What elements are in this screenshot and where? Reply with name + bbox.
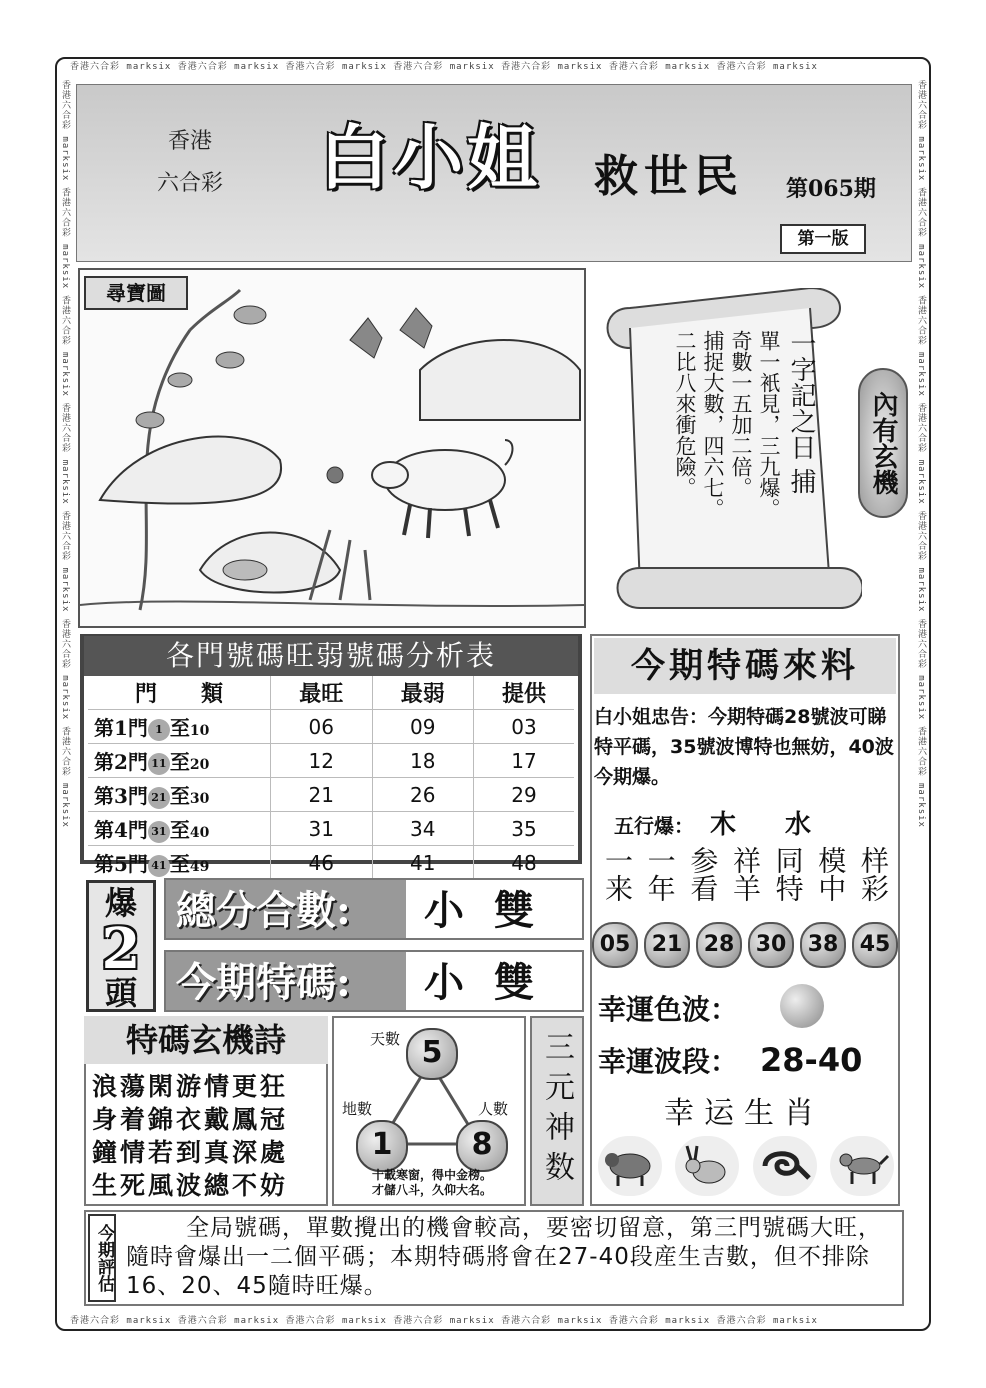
min-cell: 41	[372, 846, 474, 880]
number-ball: 28	[696, 922, 742, 968]
offer-cell: 17	[474, 744, 574, 778]
handwritten-column: 祥羊	[728, 846, 762, 902]
evaluation-label: 今期評估	[88, 1214, 116, 1302]
marksix-label: 六合彩	[156, 171, 223, 196]
min-cell: 18	[372, 744, 474, 778]
five-elements-value: 木 水	[710, 810, 832, 840]
earth-label: 地數	[342, 1100, 373, 1118]
table-row	[88, 812, 574, 846]
poem-line: 鐘情若到真深處	[92, 1138, 289, 1167]
gate-cell	[88, 778, 271, 812]
bao-char: 爆	[104, 884, 137, 922]
col-header-min: 最弱	[372, 676, 474, 710]
page-subtitle: 救世民	[594, 151, 744, 202]
gate-cell	[88, 744, 271, 778]
number-ball: 05	[592, 922, 638, 968]
heaven-label: 天數	[370, 1030, 401, 1048]
number-balls	[592, 922, 898, 968]
table-row	[88, 744, 574, 778]
lucky-color-label: 幸運色波：	[598, 993, 739, 1026]
gate-to-label: 至	[169, 716, 190, 740]
explode-two-heads	[86, 880, 156, 1012]
gate-to-label: 至	[169, 750, 190, 774]
table-row	[88, 710, 574, 744]
special-code-title: 今期特碼來料	[594, 638, 896, 694]
analysis-table-title: 各門號碼旺弱號碼分析表	[84, 636, 578, 676]
lucky-range-label: 幸運波段：	[598, 1045, 739, 1078]
min-cell: 34	[372, 812, 474, 846]
handwritten-column: 模中	[814, 846, 848, 902]
total-sum-bar	[164, 878, 584, 940]
gate-label: 第1門	[94, 716, 148, 740]
gate-label: 第3門	[94, 784, 148, 808]
min-cell: 09	[372, 710, 474, 744]
gate-to: 20	[189, 757, 210, 773]
analysis-table	[88, 676, 574, 879]
three-numbers-verse	[340, 1168, 524, 1198]
gate-to-label: 至	[169, 852, 190, 876]
gate-to: 10	[189, 723, 210, 739]
hidden-secret-badge: 內有玄機	[858, 368, 908, 518]
offer-cell: 48	[474, 846, 574, 880]
offer-cell: 29	[474, 778, 574, 812]
poem-column-5: 二比八來衝危險。	[673, 330, 697, 498]
handwritten-column: 一来	[601, 846, 634, 902]
table-header-row	[88, 676, 574, 710]
gate-from: 21	[148, 787, 170, 809]
treasure-map-picture	[78, 268, 586, 628]
lucky-color-ball-icon	[780, 984, 824, 1028]
gate-from: 31	[148, 821, 170, 843]
border-watermark-left: 香港六合彩 marksix 香港六合彩 marksix 香港六合彩 marksix 香港六合彩 marksix 香港六合彩 marksix 香港六合彩 marksix 香港六合彩 marksix	[60, 80, 70, 828]
gate-label: 第2門	[94, 750, 148, 774]
border-watermark-bottom: 香港六合彩 marksix 香港六合彩 marksix 香港六合彩 marksix 香港六合彩 marksix 香港六合彩 marksix 香港六合彩 marksix 香港六合彩 marksix	[70, 1316, 818, 1326]
earth-number: 1	[356, 1120, 408, 1172]
gate-to: 30	[189, 791, 210, 807]
issue-number: 第065期	[786, 176, 876, 202]
handwritten-column: 参看	[686, 846, 720, 902]
verse-line-2: 才儲八斗，久仰大名。	[371, 1183, 492, 1197]
hk-label: 香港	[167, 129, 212, 154]
poem-column-4: 捕捉大數，四六七。	[701, 330, 725, 519]
five-elements-label: 五行爆：	[614, 814, 694, 838]
max-cell: 06	[271, 710, 373, 744]
zodiac-animals	[598, 1136, 894, 1196]
gate-cell	[88, 812, 271, 846]
gate-label: 第4門	[94, 818, 148, 842]
max-cell: 46	[271, 846, 373, 880]
number-ball: 21	[644, 922, 690, 968]
gate-to: 49	[189, 859, 210, 875]
gate-cell	[88, 710, 271, 744]
three-element-numbers: 三元神数	[530, 1016, 584, 1206]
table-row	[88, 778, 574, 812]
max-cell: 31	[271, 812, 373, 846]
bao-head-char: 頭	[104, 974, 137, 1012]
mystery-poem	[92, 1070, 324, 1202]
max-cell: 21	[271, 778, 373, 812]
poem-line: 生死風波總不妨	[92, 1171, 289, 1200]
poem-column-1: 一字記之日 捕	[786, 330, 816, 495]
evaluation-text: 全局號碼，單數攪出的機會較高，要密切留意，第三門號碼大旺，隨時會爆出一二個平碼；本期特碼將會在27-40段産生吉數，但不排除16、20、45隨時旺爆。	[126, 1215, 882, 1299]
lucky-range-value: 28-40	[760, 1041, 863, 1079]
mystery-poem-title: 特碼玄機詩	[84, 1016, 328, 1064]
advice-text: 白小姐忠告：今期特碼28號波可睇特平碼，35號波博特也無妨，40波今期爆。	[594, 706, 894, 788]
border-watermark-top: 香港六合彩 marksix 香港六合彩 marksix 香港六合彩 marksix 香港六合彩 marksix 香港六合彩 marksix 香港六合彩 marksix 香港六合彩 marksix	[70, 62, 818, 72]
handwritten-column: 一年	[643, 846, 677, 902]
snake-icon	[753, 1136, 817, 1196]
special-code-bar	[164, 950, 584, 1012]
number-ball: 30	[748, 922, 794, 968]
gate-from: 41	[148, 855, 170, 877]
heaven-number: 5	[406, 1028, 458, 1080]
edition-badge: 第一版	[780, 224, 866, 254]
poem-line: 浪蕩閑游情更狂	[92, 1072, 289, 1101]
five-elements	[614, 804, 831, 841]
treasure-map-illustration	[80, 270, 584, 626]
gate-cell	[88, 846, 271, 880]
poem-column-2: 單一衹見，三九爆。	[757, 330, 781, 519]
verse-line-1: 十載寒窗，得中金榜。	[371, 1168, 492, 1182]
border-watermark-right: 香港六合彩 marksix 香港六合彩 marksix 香港六合彩 marksix 香港六合彩 marksix 香港六合彩 marksix 香港六合彩 marksix 香港六合彩 marksix	[916, 80, 926, 828]
poem-line: 身着錦衣戴鳳冠	[92, 1105, 289, 1134]
handwritten-column: 同特	[771, 846, 805, 902]
special-code-value: 小雙	[406, 952, 582, 1010]
dog-icon	[830, 1136, 894, 1196]
gate-from: 11	[148, 753, 170, 775]
page-title: 白小姐	[319, 115, 541, 199]
gate-to-label: 至	[169, 784, 190, 808]
gate-label: 第5門	[94, 852, 148, 876]
table-row	[88, 846, 574, 880]
min-cell: 26	[372, 778, 474, 812]
offer-cell: 35	[474, 812, 574, 846]
col-header-offer: 提供	[474, 676, 574, 710]
treasure-map-label: 尋寶圖	[84, 276, 188, 310]
ox-icon	[598, 1136, 662, 1196]
total-sum-label: 總分合數:	[166, 880, 406, 938]
bao-number: 2	[101, 916, 141, 982]
lucky-range	[598, 1040, 862, 1080]
gate-to: 40	[189, 825, 210, 841]
total-sum-value: 小雙	[406, 880, 582, 938]
gate-to-label: 至	[169, 818, 190, 842]
number-ball: 45	[852, 922, 898, 968]
col-header-max: 最旺	[271, 676, 373, 710]
number-ball: 38	[800, 922, 846, 968]
max-cell: 12	[271, 744, 373, 778]
offer-cell: 03	[474, 710, 574, 744]
col-header-gate: 門 類	[134, 681, 223, 707]
rabbit-icon	[675, 1136, 739, 1196]
human-label: 人數	[478, 1100, 509, 1118]
human-number: 8	[456, 1120, 508, 1172]
handwritten-phrase	[600, 846, 890, 902]
lucky-zodiac-title: 幸运生肖	[664, 1096, 824, 1131]
handwritten-column: 样彩	[856, 846, 890, 902]
special-code-label: 今期特碼:	[166, 952, 406, 1010]
poem-column-3: 奇數一五加二倍。	[729, 330, 753, 498]
gate-from: 1	[148, 719, 170, 741]
